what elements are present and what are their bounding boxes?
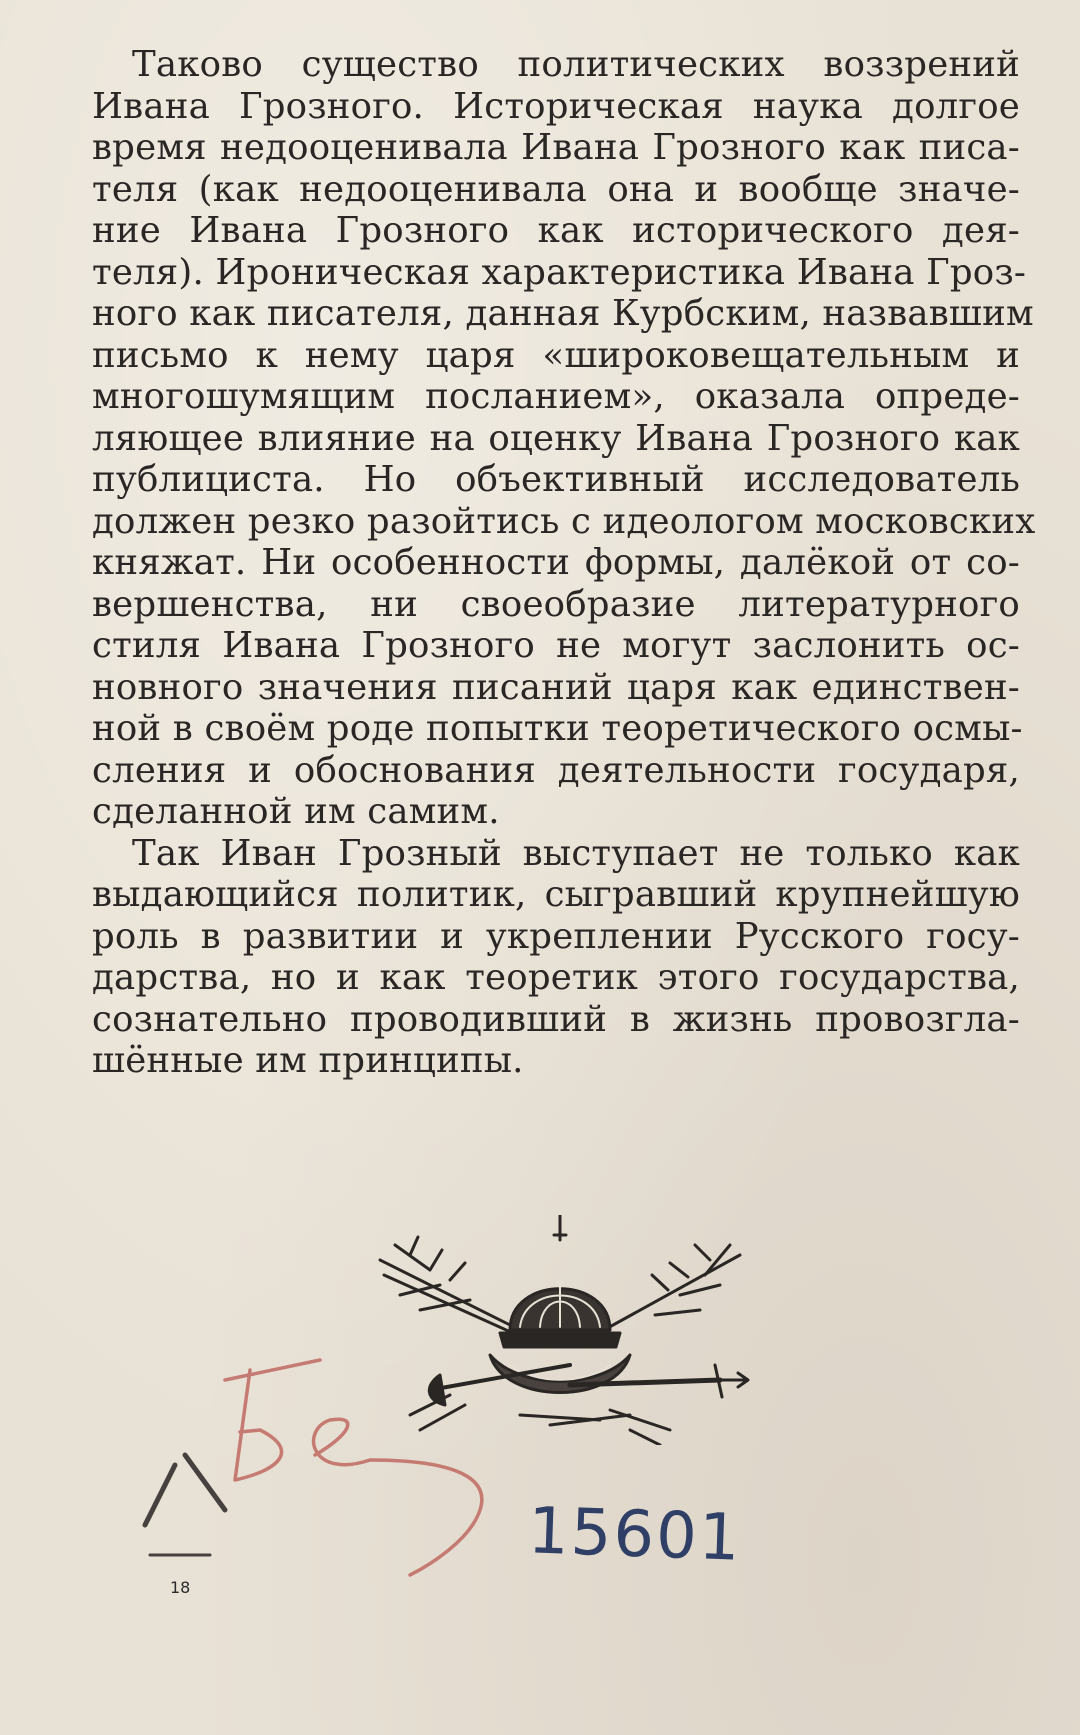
text-line: ние Ивана Грозного как исторического дея- <box>92 210 1020 251</box>
text-line: должен резко разойтись с идеологом московских <box>92 500 1036 542</box>
text-line: публициста. Но объективный исследователь <box>92 459 1020 500</box>
text-line: сделанной им самим. <box>92 791 500 832</box>
paragraph-1 <box>92 44 1036 833</box>
text-line: теля (как недооценивала она и вообще значе- <box>92 168 1020 210</box>
text-line: время недооценивала Ивана Грозного как писа- <box>92 127 1020 168</box>
text-line: сознательно проводивший в жизнь провозгла- <box>92 998 1020 1040</box>
text-line: письмо к нему царя «широковещательным и <box>92 334 1020 376</box>
text-line: новного значения писаний царя как единствен- <box>92 666 1020 708</box>
text-line: Так Иван Грозный выступает не только как <box>132 832 1020 874</box>
text-line: сления и обоснования деятельности государя, <box>92 749 1020 791</box>
text-line: многошумящим посланием», оказала опреде- <box>92 376 1020 417</box>
text-line: роль в развитии и укреплении Русского госу- <box>92 915 1020 957</box>
text-line: Ивана Грозного. Историческая наука долгое <box>92 85 1020 127</box>
inventory-number: 15601 <box>526 1494 743 1576</box>
text-line: ного как писателя, данная Курбским, назвавшим <box>92 293 1034 334</box>
shelf-mark: 18 <box>170 1578 191 1597</box>
text-line: теля). Ироническая характеристика Ивана Гроз- <box>92 251 1027 293</box>
text-line: ной в своём роде попытки теоретического осмы- <box>92 708 1023 749</box>
text-line: шённые им принципы. <box>92 1040 524 1081</box>
text-line: стиля Ивана Грозного не могут заслонить ос- <box>92 625 1020 666</box>
text-line: княжат. Ни особенности формы, далёкой от со- <box>92 542 1020 583</box>
text-line: выдающийся политик, сыгравший крупнейшую <box>92 874 1020 915</box>
text-line: Таково существо политических воззрений <box>132 44 1020 85</box>
text-line: дарства, но и как теоретик этого государства, <box>92 957 1020 998</box>
body-text <box>92 44 1036 1082</box>
text-line: ляющее влияние на оценку Ивана Грозного как <box>92 417 1020 459</box>
text-line: вершенства, ни своеобразие литературного <box>92 583 1020 625</box>
paragraph-2 <box>92 833 1020 1082</box>
